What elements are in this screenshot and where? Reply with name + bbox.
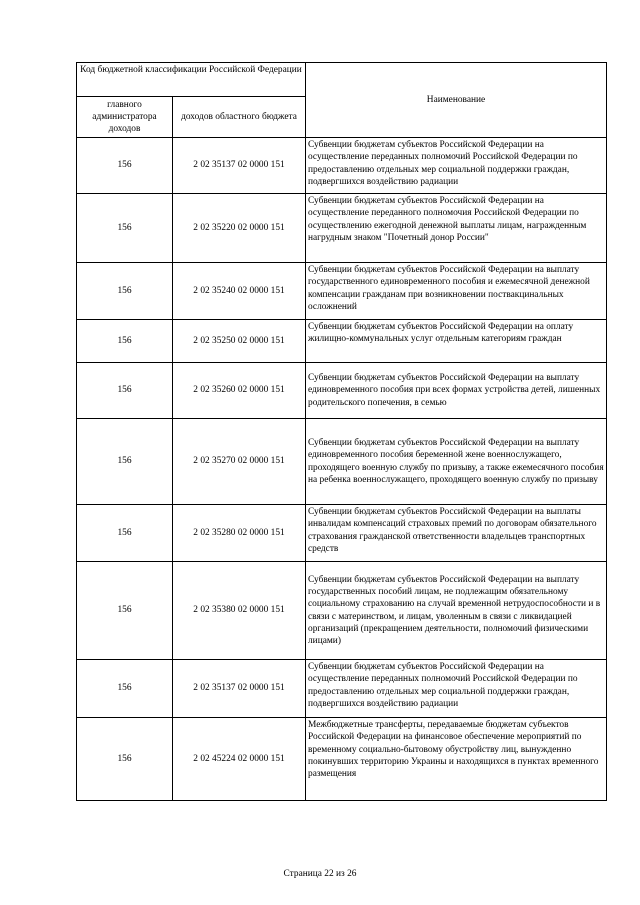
income-code-cell: 2 02 35137 02 0000 151 [173,138,306,194]
admin-code-cell: 156 [77,320,173,363]
table-row [77,718,607,801]
description-cell: Субвенции бюджетам субъектов Российской Федерации на осуществление переданных полномочий Российской Федерации по предоставлению отдельных мер социальной поддержки граждан, подвергшихся воздействию радиации [306,138,607,194]
income-code-cell: 2 02 45224 02 0000 151 [173,718,306,801]
header-name: Наименование [306,63,607,138]
table-row [77,660,607,718]
table-row [77,419,607,505]
table-row [77,363,607,419]
description-cell: Субвенции бюджетам субъектов Российской Федерации на выплату государственного единовременного пособия и ежемесячной денежной компенсации гражданам при возникновении поствакцинальных осложнений [306,263,607,320]
table-row [77,194,607,263]
table-row [77,562,607,660]
admin-code-cell: 156 [77,419,173,505]
income-code-cell: 2 02 35270 02 0000 151 [173,419,306,505]
income-code-cell: 2 02 35240 02 0000 151 [173,263,306,320]
table-row [77,263,607,320]
admin-code-cell: 156 [77,660,173,718]
admin-code-cell: 156 [77,562,173,660]
budget-classification-table [76,62,607,801]
description-cell: Субвенции бюджетам субъектов Российской Федерации на выплату единовременного пособия при всех формах устройства детей, лишенных родительского попечения, в семью [306,363,607,419]
admin-code-cell: 156 [77,138,173,194]
table-row [77,505,607,562]
table-row [77,320,607,363]
income-code-cell: 2 02 35260 02 0000 151 [173,363,306,419]
admin-code-cell: 156 [77,263,173,320]
admin-code-cell: 156 [77,505,173,562]
income-code-cell: 2 02 35220 02 0000 151 [173,194,306,263]
admin-code-cell: 156 [77,718,173,801]
page-number: Страница 22 из 26 [283,869,357,879]
description-cell: Субвенции бюджетам субъектов Российской Федерации на осуществление переданных полномочий Российской Федерации по предоставлению отдельных мер социальной поддержки граждан, подвергшихся воздействию радиации [306,660,607,718]
income-code-cell: 2 02 35280 02 0000 151 [173,505,306,562]
description-cell: Субвенции бюджетам субъектов Российской Федерации на выплату государственных пособий лицам, не подлежащим обязательному социальному страхованию на случай временной нетрудоспособности и в связи с материнством, и лицам, уволенным в связи с ликвидацией организаций (прекращением деятельности, полномочий физическими лицами) [306,562,607,660]
header-group-title: Код бюджетной классификации Российской Федерации [77,63,306,97]
income-code-cell: 2 02 35137 02 0000 151 [173,660,306,718]
header-admin: главного администратора доходов [77,97,173,138]
admin-code-cell: 156 [77,363,173,419]
income-code-cell: 2 02 35250 02 0000 151 [173,320,306,363]
description-cell: Субвенции бюджетам субъектов Российской Федерации на выплату единовременного пособия беременной жене военнослужащего, проходящего военную службу по призыву, а также ежемесячного пособия на ребенка военнослужащего, проходящего военную службу по призыву [306,419,607,505]
admin-code-cell: 156 [77,194,173,263]
description-cell: Субвенции бюджетам субъектов Российской Федерации на выплаты инвалидам компенсаций страховых премий по договорам обязательного страхования гражданской ответственности владельцев транспортных средств [306,505,607,562]
description-cell: Субвенции бюджетам субъектов Российской Федерации на оплату жилищно-коммунальных услуг отдельным категориям граждан [306,320,607,363]
description-cell: Межбюджетные трансферты, передаваемые бюджетам субъектов Российской Федерации на финансовое обеспечение мероприятий по временному социально-бытовому обустройству лиц, вынужденно покинувших территорию Украины и находящихся в пунктах временного размещения [306,718,607,801]
header-income: доходов областного бюджета [173,97,306,138]
income-code-cell: 2 02 35380 02 0000 151 [173,562,306,660]
table-row [77,138,607,194]
description-cell: Субвенции бюджетам субъектов Российской Федерации на осуществление переданного полномочия Российской Федерации по осуществлению ежегодной денежной выплаты лицам, награжденным нагрудным знаком "Почетный донор России" [306,194,607,263]
